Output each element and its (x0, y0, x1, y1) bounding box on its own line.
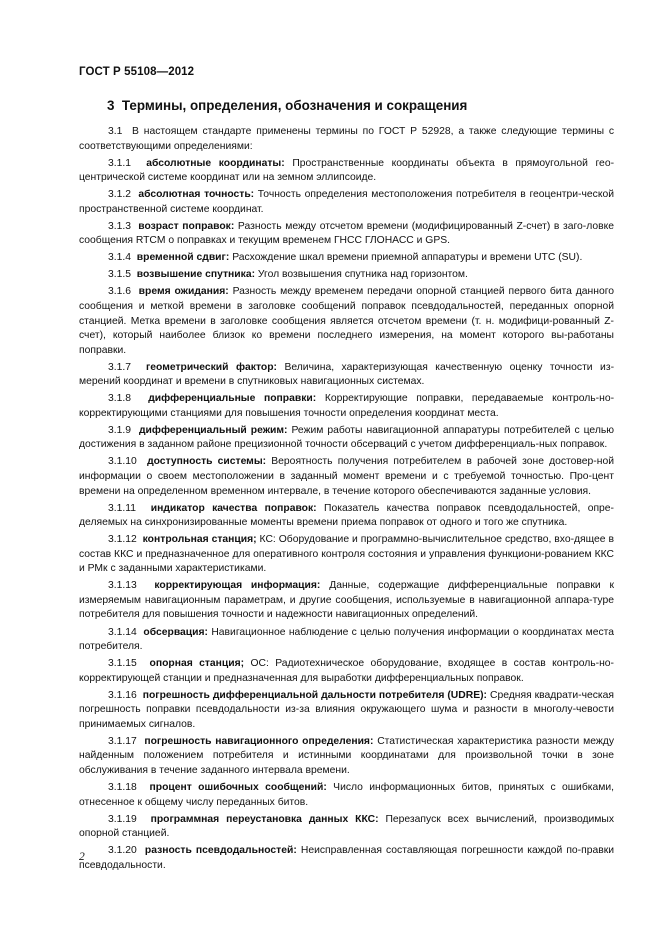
term-definition: Данные, содержащие дифференциальные поправки к измеряемым навигационным параметрам, и другие сообщения, используемые в навигационной аппара-туре потребителя для повышения точности и надежности навигационных определений. (79, 580, 615, 621)
intro-number: 3.1 (108, 126, 123, 137)
page-number: 2 (79, 851, 85, 863)
term-name: возвышение спутника: (136, 269, 256, 281)
term-name: контрольная станция; (142, 534, 257, 546)
term-entry (79, 735, 614, 779)
term-definition: Режим работы навигационной аппаратуры потребителей с целью достижения в заданном районе прецизионной точности обсерваций с учетом дифференциаль-ных поправок. (79, 424, 615, 451)
term-entry (79, 285, 614, 358)
term-definition: Расхождение шкал времени приемной аппаратуры и времени UTC (SU). (232, 252, 583, 264)
term-entry (79, 251, 614, 266)
term-entry (79, 188, 614, 217)
term-number: 3.1.4 (108, 252, 132, 264)
term-definition: Пространственные координаты объекта в прямоугольной гео-центрической системе координат или на земном эллипсоиде. (79, 157, 615, 184)
term-number: 3.1.8 (108, 393, 132, 405)
term-definition: Статистическая характеристика разности между найденным положением потребителя и истинными координатами для произвольной точки в зоне обслуживания в течение заданного интервала времени. (79, 735, 614, 776)
section-title (107, 98, 467, 113)
term-entry (79, 533, 614, 577)
term-entry (79, 455, 614, 499)
term-name: временной сдвиг: (136, 252, 230, 264)
term-name: возраст поправок: (138, 220, 235, 232)
term-name: время ожидания: (138, 286, 229, 298)
term-entry (79, 844, 614, 873)
term-number: 3.1.19 (108, 813, 137, 825)
term-definition: КС: Оборудование и программно-вычислительное средство, вхо-дящее в состав ККС и предназначенное для оперативного контроля состояния и управления функциони-рованием ККС и РМк с заданными характеристиками. (79, 534, 614, 575)
term-entry (79, 268, 614, 283)
term-entry (79, 689, 614, 733)
term-number: 3.1.1 (108, 157, 132, 169)
intro-text: В настоящем стандарте применены термины по ГОСТ Р 52928, а также следующие термины с соответствующими определениями: (79, 126, 615, 152)
term-definition: Точность определения местоположения потребителя в геоцентри-ческой пространственной системе координат. (79, 189, 614, 215)
term-entry (79, 813, 614, 842)
term-name: опорная станция; (149, 658, 245, 670)
term-number: 3.1.5 (108, 269, 132, 281)
section-number: 3 (107, 98, 115, 113)
term-number: 3.1.18 (108, 781, 137, 793)
term-name: разность псевдодальностей: (144, 845, 297, 857)
term-name: программная переустановка данных ККС: (150, 813, 379, 825)
term-definition: Число информационных битов, принятых с ошибками, отнесенное к общему числу переданных битов. (79, 781, 615, 808)
term-number: 3.1.13 (108, 580, 137, 592)
term-name: корректирующая информация: (154, 580, 321, 592)
term-name: индикатор качества поправок: (150, 502, 317, 514)
term-number: 3.1.2 (108, 189, 132, 201)
term-number: 3.1.14 (108, 626, 137, 638)
terms-body (79, 125, 614, 876)
term-name: доступность системы: (147, 456, 267, 468)
term-definition: Разность между временем передачи опорной станцией первого бита данного сообщения и меткой времени в заголовке сообщений поправок псевдодальностей, переданных опорной станцией. Метка времени в заголовке сообщения является отсчетом времени (т. н. модифици-рованный Z-счет), который наиболее близок ко времени последнего измерения, на момент которого вы-работаны поправки. (79, 286, 615, 356)
term-definition: Вероятность получения потребителем в рабочей зоне достовер-ной информации о своем местоположении в заданный момент времени и с требуемой точностью. Про-цент времени на определенном временном интервале, в течение которого обеспечиваются заданные условия. (79, 456, 614, 497)
term-number: 3.1.12 (108, 534, 137, 546)
term-definition: Корректирующие поправки, передаваемые контроль-но-корректирующими станциями для повышения точности определения координат места. (79, 393, 615, 419)
term-number: 3.1.10 (108, 456, 137, 468)
intro-paragraph (79, 125, 614, 154)
term-number: 3.1.15 (108, 658, 137, 670)
term-number: 3.1.17 (108, 735, 137, 747)
term-name: дифференциальные поправки: (148, 393, 317, 405)
term-number: 3.1.20 (108, 845, 137, 857)
term-name: дифференциальный режим: (138, 424, 288, 436)
term-number: 3.1.11 (108, 502, 136, 514)
section-title-text: Термины, определения, обозначения и сокращения (121, 98, 468, 113)
term-name: процент ошибочных сообщений: (149, 781, 327, 793)
term-number: 3.1.3 (108, 220, 132, 232)
term-definition: Угол возвышения спутника над горизонтом. (257, 269, 468, 281)
term-definition: ОС: Радиотехническое оборудование, входящее в состав контроль-но-корректирующей станции и предназначенная для выработки дифференциальных поправок. (79, 658, 615, 684)
term-name: абсолютная точность: (138, 189, 255, 201)
term-name: абсолютные координаты: (146, 157, 285, 169)
term-definition: Навигационное наблюдение с целью получения информации о координатах места потребителя. (79, 626, 615, 653)
term-number: 3.1.9 (108, 424, 132, 436)
term-entry (79, 392, 614, 421)
term-entry (79, 781, 614, 810)
term-entry (79, 626, 614, 655)
term-definition: Показатель качества поправок псевдодальностей, опре-деляемых на синхронизированные моменты времени приема поправок от одного и того же спутника. (79, 502, 614, 529)
term-entry (79, 579, 614, 623)
term-entry (79, 361, 614, 390)
term-definition: Средняя квадрати-ческая погрешность поправки псевдодальности из-за влияния окружающего шума и разности в многолу-чевости принимаемых сигналов. (79, 689, 614, 730)
term-definition: Разность между отсчетом времени (модифицированный Z-счет) в заго-ловке сообщения RTCM о поправках и текущим временем ГНСС ГЛОНАСС и GPS. (79, 220, 615, 247)
term-number: 3.1.6 (108, 286, 132, 298)
standard-header: ГОСТ Р 55108—2012 (79, 66, 195, 78)
term-entry (79, 502, 614, 531)
term-definition: Неисправленная составляющая погрешности каждой по-правки псевдодальности. (79, 845, 615, 871)
term-name: геометрический фактор: (145, 361, 277, 373)
term-name: обсервация: (143, 626, 208, 638)
term-number: 3.1.16 (108, 689, 137, 701)
term-entry (79, 657, 614, 686)
term-definition: Величина, характеризующая качественную оценку точности из-мерений координат и времени в спутниковых навигационных системах. (79, 361, 615, 388)
term-name: погрешность дифференциальной дальности потребителя (UDRE): (142, 689, 488, 701)
term-definition: Перезапуск всех вычислений, производимых опорной станцией. (79, 813, 615, 840)
term-entry (79, 220, 614, 249)
terms-list (79, 157, 614, 874)
term-name: погрешность навигационного определения: (144, 735, 374, 747)
term-number: 3.1.7 (108, 361, 132, 373)
term-entry (79, 424, 614, 453)
term-entry (79, 157, 614, 186)
